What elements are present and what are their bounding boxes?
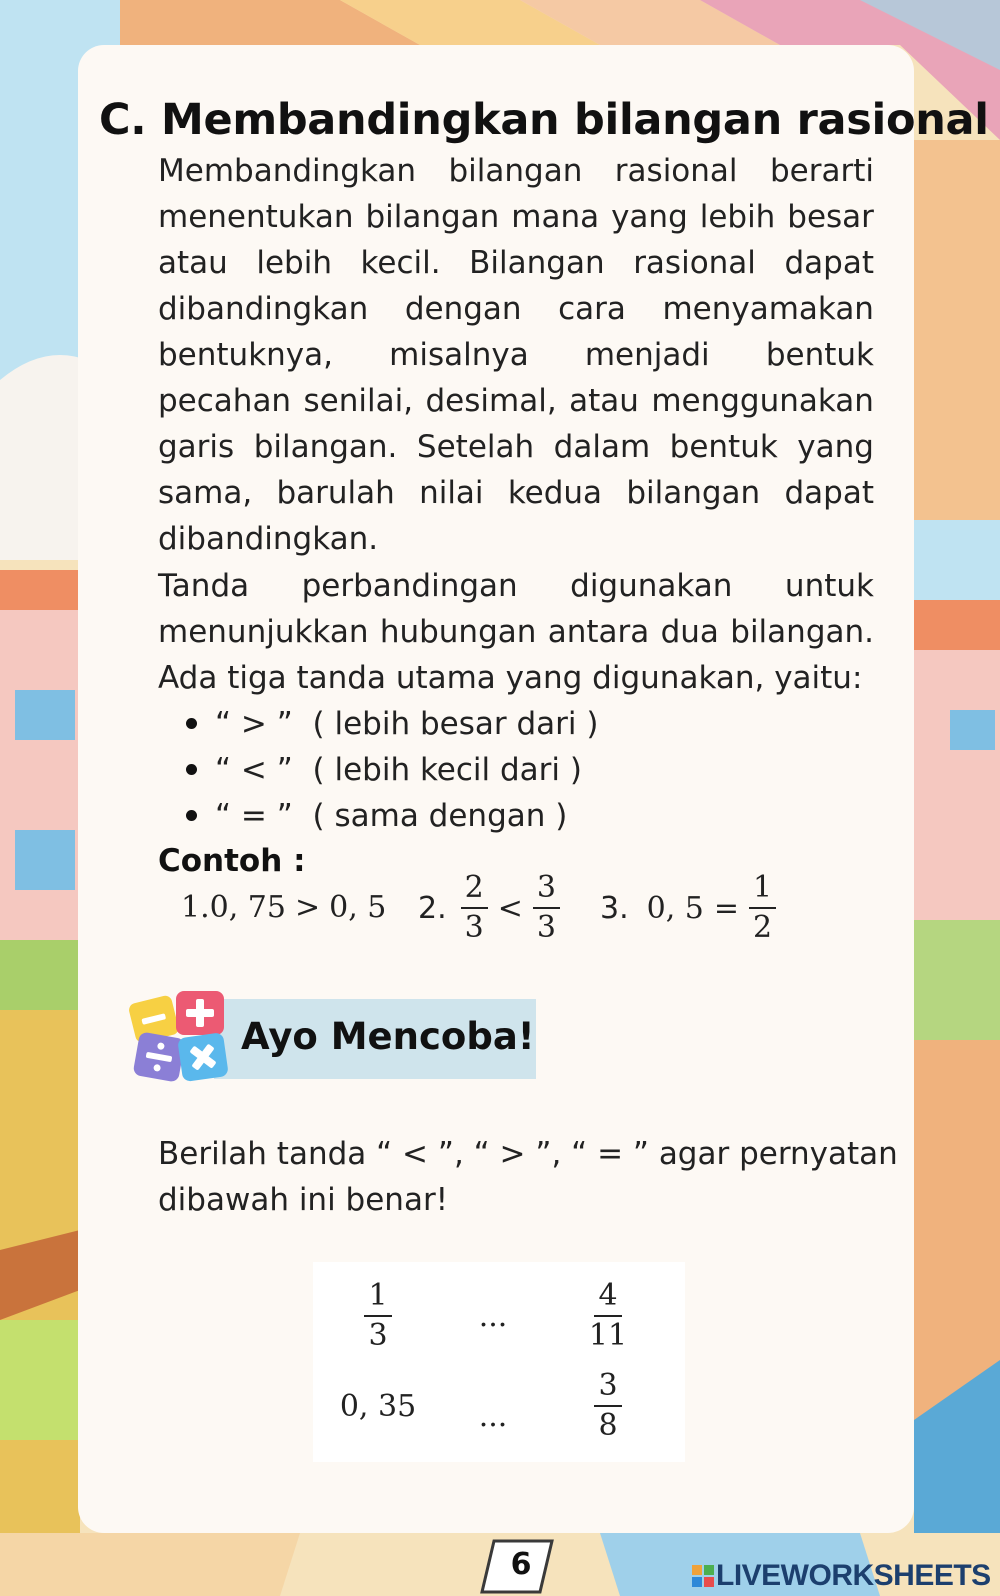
example-2 xyxy=(418,872,560,944)
example-3 xyxy=(600,872,776,944)
exercise-table xyxy=(313,1262,685,1462)
exercise-1-answer-blank[interactable]: ... xyxy=(478,1298,508,1334)
bullet-dot xyxy=(186,718,197,729)
example-right-fraction: $\frac{1}{2}$ xyxy=(749,872,776,944)
bullet-dot xyxy=(186,764,197,775)
example-operator: > xyxy=(294,890,321,925)
paragraph-line: atau lebih kecil. Bilangan rasional dapat xyxy=(158,245,874,281)
bullet-dot xyxy=(186,810,197,821)
paragraph-line: Ada tiga tanda utama yang digunakan, yaitu: xyxy=(158,660,863,696)
activity-title: Ayo Mencoba! xyxy=(241,1015,535,1058)
watermark-text: LIVEWORKSHEETS xyxy=(716,1559,991,1592)
exercise-1-right-fraction: $\frac{4}{11}$ xyxy=(588,1278,628,1353)
example-left-value: 0, 75 xyxy=(209,890,286,925)
paragraph-line: bentuknya, misalnya menjadi bentuk xyxy=(158,337,874,373)
bullet-greater-than: “ > ” ( lebih besar dari ) xyxy=(186,706,598,742)
bullet-less-than: “ < ” ( lebih kecil dari ) xyxy=(186,752,582,788)
instruction-line: Berilah tanda “ < ”, “ > ”, “ = ” agar pernyatan xyxy=(158,1136,898,1172)
paragraph-line: pecahan senilai, desimal, atau menggunakan xyxy=(158,383,874,419)
page-number: 6 xyxy=(510,1547,532,1582)
instruction-text xyxy=(158,1131,898,1223)
section-title: C. Membandingkan bilangan rasional xyxy=(99,95,989,145)
example-left-value: 0, 5 xyxy=(646,890,704,926)
paragraph-line: dibandingkan. xyxy=(158,521,379,557)
example-number: 2. xyxy=(418,890,447,926)
paragraph-line: Membandingkan bilangan rasional berarti xyxy=(158,153,874,189)
exercise-1-left-fraction: $\frac{1}{3}$ xyxy=(343,1276,413,1356)
example-number: 3. xyxy=(600,890,629,926)
example-left-fraction: $\frac{2}{3}$ xyxy=(461,872,488,944)
exercise-2-left-value: 0, 35 xyxy=(339,1388,417,1424)
math-operators-icon xyxy=(124,985,234,1090)
paragraph-line: Tanda perbandingan digunakan untuk xyxy=(158,568,874,604)
example-right-fraction: $\frac{3}{3}$ xyxy=(533,872,560,944)
example-1 xyxy=(181,890,386,925)
liveworksheets-watermark xyxy=(692,1556,991,1596)
exercise-2-right-fraction: $\frac{3}{8}$ xyxy=(568,1366,648,1446)
paragraph-line: menentukan bilangan mana yang lebih besar xyxy=(158,199,874,235)
paragraph-line: menunjukkan hubungan antara dua bilangan. xyxy=(158,614,874,650)
paragraph-comparison-definition xyxy=(158,148,874,562)
example-right-value: 0, 5 xyxy=(329,890,387,925)
example-label: Contoh : xyxy=(158,843,306,879)
exercise-2-answer-blank[interactable]: ... xyxy=(478,1398,508,1434)
liveworksheets-logo-icon xyxy=(692,1565,714,1587)
instruction-line: dibawah ini benar! xyxy=(158,1182,449,1218)
example-operator: < xyxy=(497,890,523,926)
example-operator: = xyxy=(713,890,740,926)
paragraph-line: sama, barulah nilai kedua bilangan dapat xyxy=(158,475,874,511)
example-number: 1. xyxy=(181,890,210,925)
paragraph-comparison-signs xyxy=(158,563,874,701)
bullet-equal: “ = ” ( sama dengan ) xyxy=(186,798,567,834)
paragraph-line: dibandingkan dengan cara menyamakan xyxy=(158,291,874,327)
paragraph-line: garis bilangan. Setelah dalam bentuk yang xyxy=(158,429,874,465)
